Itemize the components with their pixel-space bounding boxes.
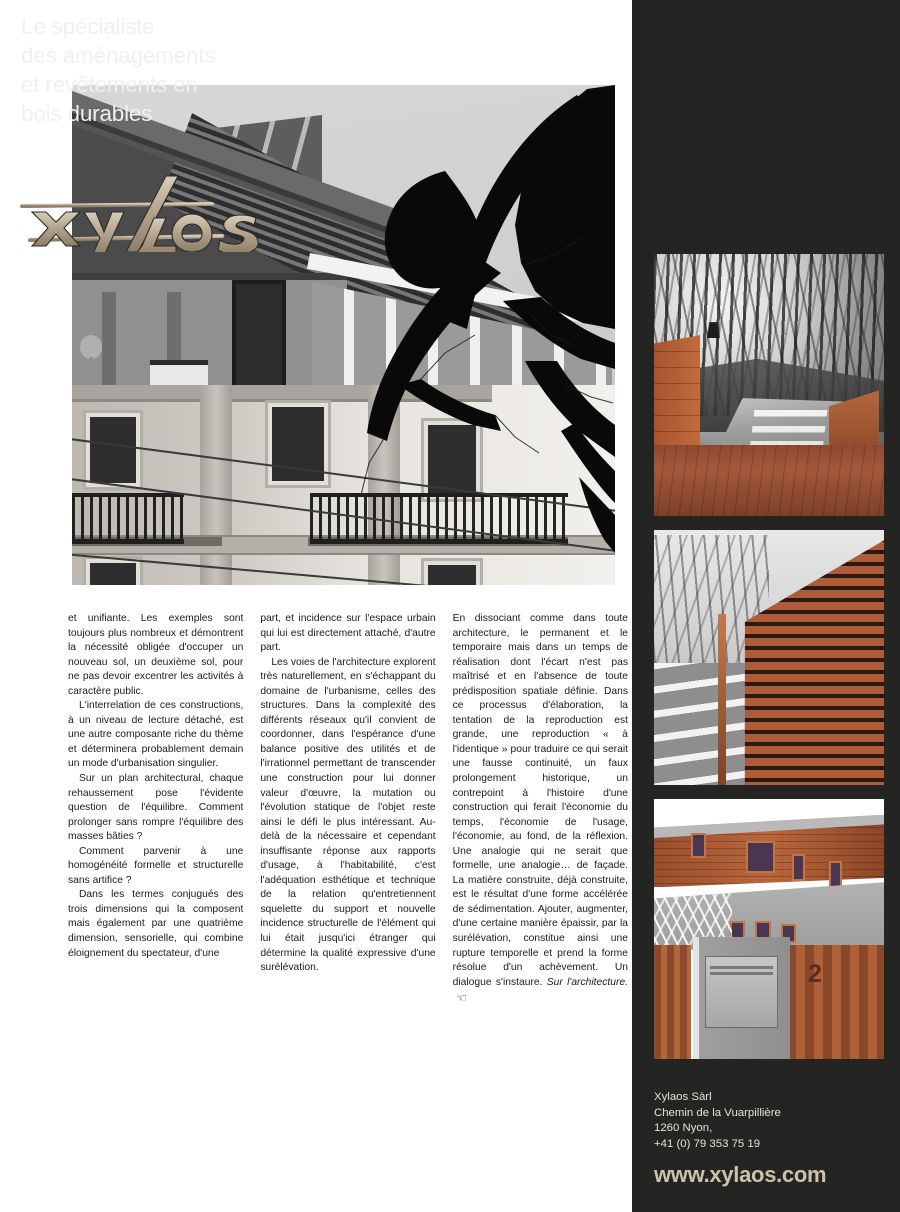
photo-left-fence [654, 945, 691, 1059]
photo-window [691, 833, 707, 858]
photo-lamp [80, 335, 102, 359]
paragraph: et unifiante. Les exemples sont toujours plus nombreux et démontrent la nécessité obligée d'occuper un nouveau sol, un deuxième sol, pour ne pas devoir excentrer les activités à caractère public. [68, 613, 244, 697]
house-facade-photo [654, 799, 884, 1059]
advert-headline-line: et revêtements en [21, 72, 198, 97]
closing-italic-text: Sur l'architecture. [546, 976, 628, 988]
photo-screen-edge [718, 614, 726, 785]
paragraph: Sur un plan architectural, chaque rehaussement pose l'évidente question de l'équilibre. Comment prolonger sans rompre l'équilibre des masses bâties ? [68, 773, 244, 843]
hero-photograph [72, 85, 615, 585]
article-column-2 [260, 612, 435, 1007]
article-body-columns [68, 612, 628, 1007]
slatted-screen-photo [654, 530, 884, 785]
advert-headline-line: Le spécialiste [21, 14, 155, 39]
advert-headline [21, 12, 261, 128]
advert-headline-line: des aménagements [21, 43, 216, 68]
paragraph [453, 612, 628, 1007]
phone-number[interactable]: +41 (0) 79 353 75 19 [654, 1137, 761, 1150]
paragraph: L'interrelation de ces constructions, à un niveau de lecture détaché, est une autre composante riche du thème et déterminera probablement demain un mode d'urbanisation singulier. [68, 700, 244, 770]
photo-pilaster [200, 385, 232, 585]
advert-website-link[interactable]: www.xylaos.com [654, 1162, 827, 1187]
photo-balcony-railing [72, 493, 184, 544]
photo-window [86, 413, 140, 487]
paragraph: Comment parvenir à une homogénéité formelle et structurelle sans artifice ? [68, 845, 244, 886]
photo-window [792, 854, 805, 881]
advert-headline-line: bois durables [21, 101, 153, 126]
paragraph: Dans les termes conjugués des trois dimensions qui la composent mais également par une quatrième dimension, sensorielle, qui combine éloignement du spectateur, d'une [68, 889, 244, 959]
paragraph: part, et incidence sur l'espace urbain qui lui est directement attaché, d'autre part. [260, 613, 436, 654]
article-column-1 [68, 612, 243, 1007]
photo-tree-silhouette [325, 85, 615, 555]
article-column-3 [453, 612, 628, 1007]
pool-deck-photo [654, 254, 884, 516]
advert-contact-block [654, 1090, 884, 1152]
city-line: 1260 Nyon, [654, 1122, 713, 1135]
paragraph-text: En dissociant comme dans toute architecture, le permanent et le temporaire mais dans un temps de réalisation dont l'écart n'est pas maîtrisé et en l'absence de toute prédisposition spatiale définie. Dans ce processus d'élaboration, la tentation de la reproduction est grande, une reproduction « à l'identique » pour traduire ce qui serait une fausse continuité, un faux prolongement historique, un contrepoint à l'histoire d'une construction qui ferait l'économie du temps, l'économie de l'usage, l'économie, au fond, de la réflexion. Une analogie qui ne serait que formelle, une analogie… de façade. La matière construite, déjà construite, est le résultat d'une forme accélérée de sédimentation. Ajouter, augmenter, d'une certaine manière épaissir, par la surélévation, constitue ainsi une rupture temporelle et prend la forme résolue d'un achèvement. Un dialogue s'instaure. [452, 613, 628, 988]
photo-window [424, 561, 480, 585]
photo-wood-gate [787, 945, 884, 1059]
photo-window [86, 559, 140, 585]
end-of-article-hand-icon: ☞ [455, 991, 467, 1006]
photo-window [746, 841, 775, 874]
paragraph: Les voies de l'architecture explorent très naturellement, en s'échappant du domaine de l'urbanisme, celles des structures. Dans la complexité des différents réseaux qu'il convient de coordonner, dans l'espérance d'une balance positive des utilités et de l'irrationnel permettant de transcender une construction pour lui donner valeur d'œuvre, la mutation ou l'évolution statique de l'objet reste ainsi le défi le plus intéressant. Au-delà de la nécessaire et cependant insuffisante réponse aux rapports d'usage, à l'habitabilité, c'est l'adéquation esthétique et technique de la relation qu'entretiennent squelette du support et nouvelle incidence structurelle de l'élément qui lui était jusqu'ici étranger qui détermine la qualité expressive d'une surélévation. [260, 656, 436, 974]
photo-wood-deck [654, 445, 884, 516]
photo-window [829, 861, 842, 888]
company-name: Xylaos Sàrl [654, 1091, 712, 1103]
photo-house-number: 2 [808, 959, 822, 988]
xylaos-logo [16, 170, 264, 252]
photo-mailbox [705, 956, 778, 1028]
street-address: Chemin de la Vuarpillière [654, 1106, 781, 1119]
